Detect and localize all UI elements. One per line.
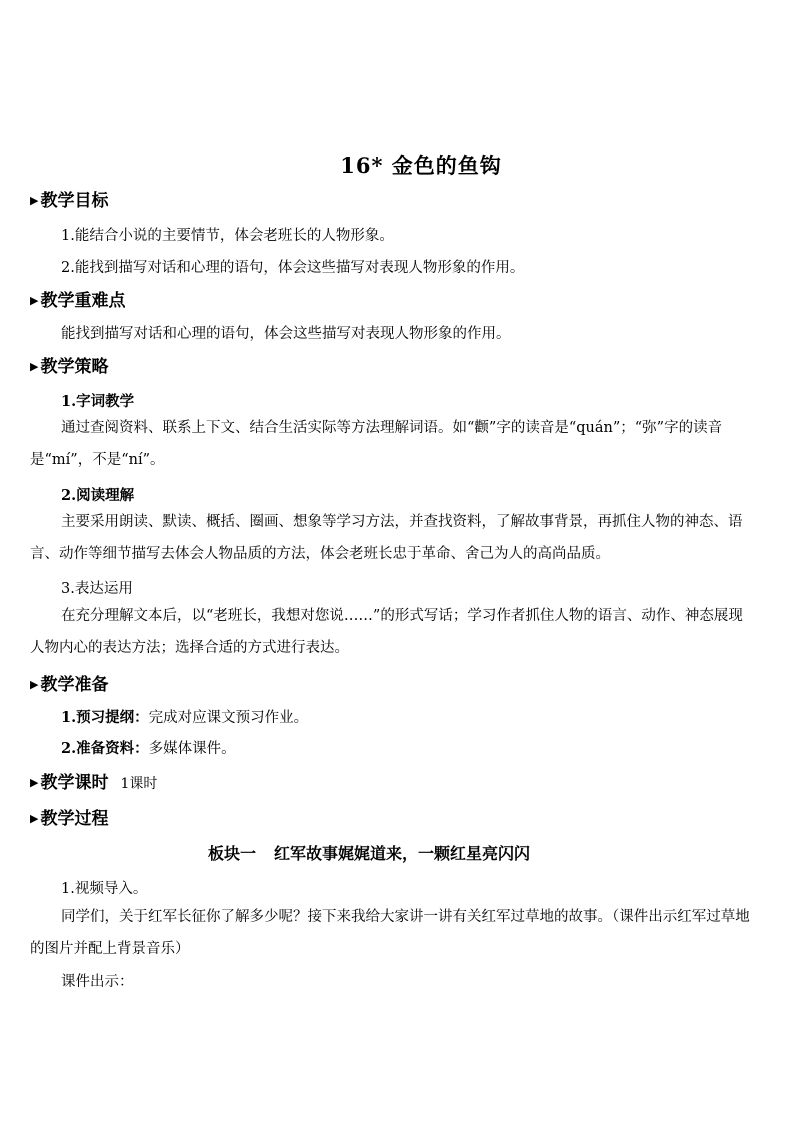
process-step: 1.视频导入。 [61, 881, 148, 897]
section-heading-key-points: ▶ 教学重难点 [30, 291, 126, 311]
courseware-label: 课件出示： [61, 974, 134, 990]
goal-item: 1.能结合小说的主要情节，体会老班长的人物形象。 [61, 228, 394, 244]
triangle-bullet-icon: ▶ [30, 294, 39, 307]
triangle-bullet-icon: ▶ [30, 194, 39, 207]
section-heading-hours: ▶ 教学课时 1课时 [30, 773, 158, 793]
triangle-bullet-icon: ▶ [30, 360, 39, 373]
hours-value: 1课时 [120, 776, 158, 792]
triangle-bullet-icon: ▶ [30, 678, 39, 691]
section-heading-strategy: ▶ 教学策略 [30, 357, 109, 377]
section-heading-preparation: ▶ 教学准备 [30, 675, 109, 695]
strategy-subheading: 2.阅读理解 [61, 487, 135, 504]
document-title: 16* 金色的鱼钩 [340, 153, 502, 178]
preparation-item: 2.准备资料：多媒体课件。 [61, 740, 236, 757]
strategy-paragraph: 通过查阅资料、联系上下文、结合生活实际等方法理解词语。如“颧”字的读音是“quán”；“弥”字的读音是“mí”，不是“ní”。 [30, 420, 723, 468]
strategy-subheading: 1.字词教学 [61, 393, 135, 410]
section-heading-process: ▶ 教学过程 [30, 809, 109, 829]
strategy-paragraph: 主要采用朗读、默读、概括、圈画、想象等学习方法，并查找资料，了解故事背景，再抓住人物的神态、语言、动作等细节描写去体会人物品质的方法，体会老班长忠于革命、舍己为人的高尚品质。 [30, 514, 743, 562]
triangle-bullet-icon: ▶ [30, 812, 39, 825]
section-heading-goals: ▶ 教学目标 [30, 191, 109, 211]
preparation-item: 1.预习提纲：完成对应课文预习作业。 [61, 709, 309, 726]
strategy-paragraph: 在充分理解文本后，以“老班长，我想对您说……”的形式写话；学习作者抓住人物的语言、动作、神态展现人物内心的表达方法；选择合适的方式进行表达。 [30, 608, 743, 656]
process-paragraph: 同学们，关于红军长征你了解多少呢？接下来我给大家讲一讲有关红军过草地的故事。（课件出示红军过草地的图片并配上背景音乐） [30, 909, 750, 957]
block-title: 板块一 红军故事娓娓道来，一颗红星亮闪闪 [208, 844, 531, 863]
key-points-text: 能找到描写对话和心理的语句，体会这些描写对表现人物形象的作用。 [61, 326, 511, 342]
goal-item: 2.能找到描写对话和心理的语句，体会这些描写对表现人物形象的作用。 [61, 260, 525, 276]
strategy-subheading: 3.表达运用 [61, 581, 133, 597]
triangle-bullet-icon: ▶ [30, 776, 39, 789]
